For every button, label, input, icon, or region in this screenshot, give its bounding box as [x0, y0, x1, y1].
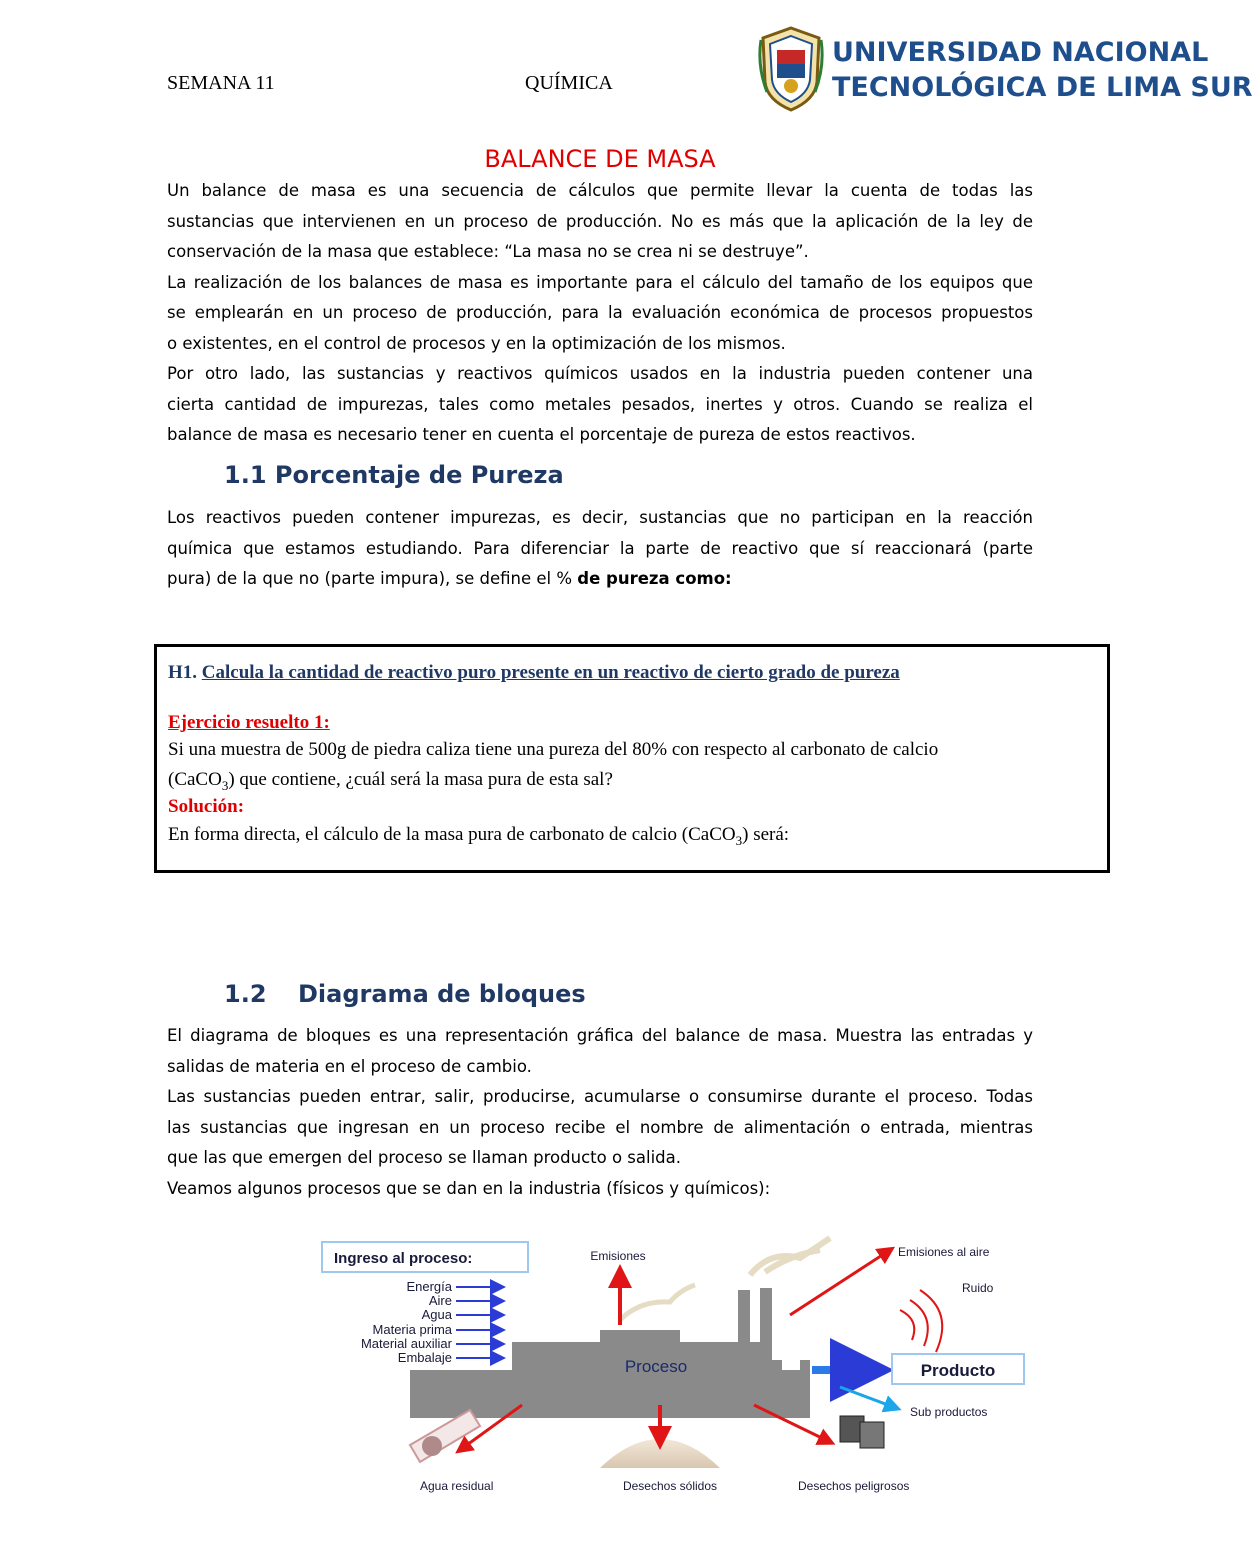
solid-waste-pile-icon — [600, 1439, 720, 1468]
byproducts-arrow — [840, 1387, 896, 1408]
solution-text-b: ) será: — [742, 824, 790, 845]
pureza-bold-text: de pureza como: — [577, 569, 732, 588]
intro-line: sustancias que intervienen en un proceso de producción. No es más que la aplicación de la ley de — [167, 211, 1033, 231]
input-packaging: Embalaje — [397, 1350, 452, 1365]
emissions-label: Emisiones — [590, 1249, 646, 1263]
section-number-diagrama: 1.2 — [224, 980, 267, 1008]
air-emissions-label: Emisiones al aire — [898, 1245, 990, 1259]
section-heading-diagrama: Diagrama de bloques — [298, 980, 586, 1008]
air-emissions-arrow — [790, 1250, 890, 1315]
input-energy: Energía — [406, 1279, 452, 1294]
diagrama-line: Las sustancias pueden entrar, salir, producirse, acumularse o consumirse durante el proceso. Todas — [167, 1087, 1033, 1106]
process-label: Proceso — [624, 1357, 688, 1376]
exercise-link[interactable]: Calcula la cantidad de reactivo puro presente en un reactivo de cierto grado de pureza — [201, 662, 900, 683]
solid-waste-label: Desechos sólidos — [622, 1479, 718, 1493]
section-heading-pureza: 1.1 Porcentaje de Pureza — [224, 461, 564, 489]
wastewater-puddle-icon — [422, 1436, 442, 1456]
product-label: Producto — [920, 1361, 996, 1380]
intro-line: cierta cantidad de impurezas, tales como metales pesados, inertes y otros. Cuando se realiza el — [167, 394, 1033, 414]
problem-line-1: Si una muestra de 500g de piedra caliza tiene una pureza del 80% con respecto al carbonato de calcio — [168, 739, 939, 760]
noise-waves-icon — [900, 1290, 942, 1352]
hazardous-waste-label: Desechos peligrosos — [798, 1479, 910, 1493]
solution-line — [168, 824, 789, 849]
diagrama-line: Veamos algunos procesos que se dan en la industria (físicos y químicos): — [167, 1178, 771, 1198]
pureza-paragraph — [167, 503, 1033, 595]
barrel-icon — [860, 1422, 884, 1448]
intro-line: La realización de los balances de masa es importante para el cálculo del tamaño de los equipos que — [167, 272, 1033, 292]
intro-line: Un balance de masa es una secuencia de cálculos que permite llevar la cuenta de todas las — [167, 181, 1033, 200]
diagrama-line: que las que emergen del proceso se llaman producto o salida. — [167, 1148, 681, 1167]
factory-building — [410, 1288, 810, 1418]
solution-label: Solución: — [168, 796, 245, 817]
byproducts-label: Sub productos — [910, 1405, 988, 1419]
wastewater-label: Agua residual — [420, 1479, 494, 1493]
university-name-line2: TECNOLÓGICA DE LIMA SUR — [832, 72, 1253, 103]
problem-line-2 — [168, 769, 613, 794]
smoke-plume — [620, 1285, 695, 1320]
problem-subscript: 3 — [221, 777, 229, 793]
solution-subscript: 3 — [735, 832, 743, 848]
problem-text-b: ) que contiene, ¿cuál será la masa pura de esta sal? — [228, 769, 613, 790]
intro-line: balance de masa es necesario tener en cuenta el porcentaje de pureza de estos reactivos. — [167, 425, 916, 444]
diagrama-line: salidas de materia en el proceso de cambio. — [167, 1056, 532, 1076]
input-raw-material: Materia prima — [372, 1322, 452, 1337]
diagrama-line: las sustancias que ingresan en un proceso recibe el nombre de alimentación o entrada, mientras — [167, 1117, 1033, 1137]
diagrama-paragraph — [167, 1021, 1033, 1204]
smoke-plume — [750, 1238, 830, 1275]
pureza-last-line — [167, 564, 1033, 595]
input-aux-material: Material auxiliar — [360, 1336, 452, 1351]
resolved-exercise-label: Ejercicio resuelto 1: — [168, 712, 330, 733]
diagrama-line: El diagrama de bloques es una representación gráfica del balance de masa. Muestra las entradas y — [167, 1026, 1033, 1045]
week-label: SEMANA 11 — [167, 72, 275, 94]
university-crest-icon — [757, 26, 825, 112]
noise-label: Ruido — [962, 1281, 994, 1295]
intro-line: conservación de la masa que establece: “La masa no se crea ni se destruye”. — [167, 242, 809, 261]
intro-line: o existentes, en el control de procesos y en la optimización de los mismos. — [167, 333, 786, 353]
pureza-line: química que estamos estudiando. Para diferenciar la parte de reactivo que sí reaccionará (parte — [167, 538, 1033, 558]
process-diagram — [300, 1230, 1040, 1510]
pureza-last-text: pura) de la que no (parte impura), se define el % — [167, 569, 578, 588]
page-title: BALANCE DE MASA — [484, 145, 716, 173]
inputs-title: Ingreso al proceso: — [334, 1250, 473, 1267]
input-water: Agua — [421, 1307, 452, 1322]
exercise-title — [168, 662, 900, 684]
problem-text-a: (CaCO — [168, 769, 222, 790]
exercise-label: H1. — [168, 662, 198, 683]
intro-line: se emplearán en un proceso de producción, para la evaluación económica de procesos propuestos — [167, 303, 1033, 322]
university-name-line1: UNIVERSIDAD NACIONAL — [832, 37, 1209, 68]
intro-paragraph — [167, 176, 1033, 451]
pureza-line: Los reactivos pueden contener impurezas, es decir, sustancias que no participan en la reacción — [167, 508, 1033, 527]
intro-line: Por otro lado, las sustancias y reactivos químicos usados en la industria pueden contener una — [167, 364, 1033, 383]
solution-text-a: En forma directa, el cálculo de la masa pura de carbonato de calcio (CaCO — [168, 824, 736, 845]
input-air: Aire — [428, 1293, 452, 1308]
subject-label: QUÍMICA — [525, 72, 613, 94]
